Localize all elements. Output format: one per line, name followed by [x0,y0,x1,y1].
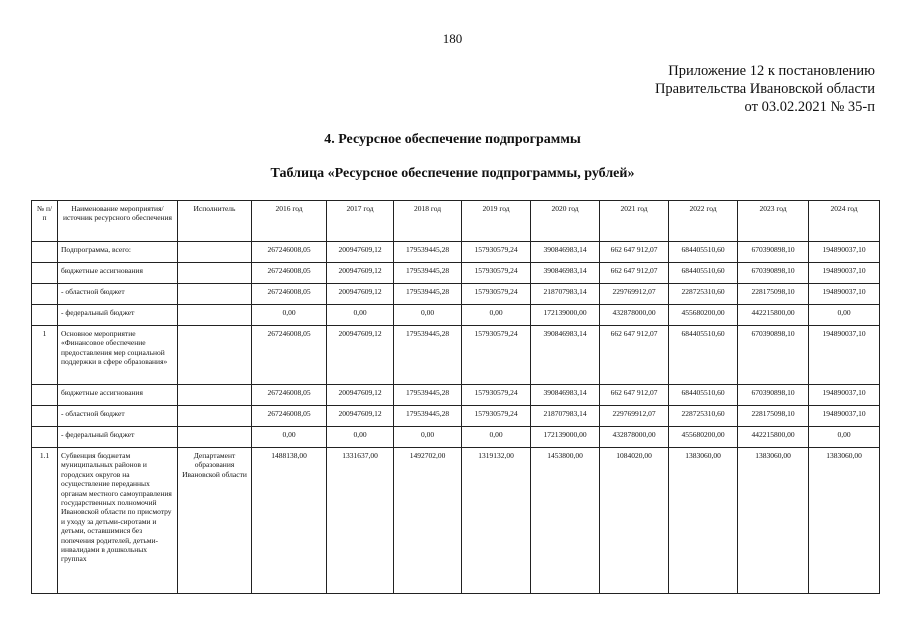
value-cell: 0,00 [462,305,531,326]
value-cell: 157930579,24 [462,263,531,284]
row-name-cell: - областной бюджет [58,284,178,305]
value-cell: 1084020,00 [600,448,669,594]
appendix-block [655,62,875,116]
section-title: 4. Ресурсное обеспечение подпрограммы [324,132,581,147]
value-cell: 267246008,05 [252,326,327,385]
table-row [32,242,880,263]
row-name-cell: Подпрограмма, всего: [58,242,178,263]
value-cell: 1319132,00 [462,448,531,594]
value-cell: 0,00 [252,305,327,326]
header-cell: 2020 год [531,201,600,242]
row-name-cell: Субвенция бюджетам муниципальных районов и городских округов на осуществление переданных органам местного самоуправления государственных полномочий Ивановской области по присмотру и уходу за детьми-сиротами и детьми, оставшимися без попечения родителей, детьми-инвалидами в дошкольных группах [58,448,178,594]
header-cell: 2024 год [809,201,880,242]
header-cell: 2023 год [738,201,809,242]
row-executor-cell [178,385,252,406]
value-cell: 684405510,60 [669,385,738,406]
value-cell: 267246008,05 [252,385,327,406]
value-cell: 662 647 912,07 [600,263,669,284]
row-number-cell: 1 [32,326,58,385]
row-number-cell [32,305,58,326]
value-cell: 390846983,14 [531,326,600,385]
value-cell: 228175098,10 [738,284,809,305]
value-cell: 0,00 [394,427,462,448]
value-cell: 442215800,00 [738,427,809,448]
value-cell: 455680200,00 [669,427,738,448]
row-executor-cell [178,427,252,448]
table-row [32,284,880,305]
value-cell: 179539445,28 [394,284,462,305]
appendix-line-1: Приложение 12 к постановлению [668,63,875,79]
value-cell: 1492702,00 [394,448,462,594]
value-cell: 172139000,00 [531,427,600,448]
value-cell: 179539445,28 [394,263,462,284]
value-cell: 0,00 [809,305,880,326]
value-cell: 670390898,10 [738,242,809,263]
value-cell: 179539445,28 [394,406,462,427]
value-cell: 1383060,00 [738,448,809,594]
value-cell: 684405510,60 [669,326,738,385]
row-number-cell [32,263,58,284]
value-cell: 200947609,12 [327,406,394,427]
table-row [32,305,880,326]
row-number-cell [32,284,58,305]
table-body [32,201,880,594]
value-cell: 194890037,10 [809,406,880,427]
value-cell: 179539445,28 [394,385,462,406]
value-cell: 1488138,00 [252,448,327,594]
value-cell: 1453800,00 [531,448,600,594]
page-number: 180 [442,31,463,46]
value-cell: 172139000,00 [531,305,600,326]
value-cell: 194890037,10 [809,326,880,385]
value-cell: 157930579,24 [462,242,531,263]
header-cell: 2016 год [252,201,327,242]
value-cell: 229769912,07 [600,284,669,305]
value-cell: 179539445,28 [394,242,462,263]
table-row [32,326,880,385]
header-cell: 2019 год [462,201,531,242]
table-title: Таблица «Ресурсное обеспечение подпрограммы, рублей» [270,166,635,181]
value-cell: 267246008,05 [252,406,327,427]
value-cell: 218707983,14 [531,406,600,427]
row-number-cell [32,427,58,448]
value-cell: 390846983,14 [531,263,600,284]
value-cell: 157930579,24 [462,385,531,406]
row-number-cell [32,242,58,263]
row-executor-cell [178,284,252,305]
header-cell: 2021 год [600,201,669,242]
value-cell: 200947609,12 [327,284,394,305]
row-executor-cell [178,305,252,326]
value-cell: 228725310,60 [669,406,738,427]
value-cell: 229769912,07 [600,406,669,427]
value-cell: 1383060,00 [669,448,738,594]
value-cell: 194890037,10 [809,385,880,406]
value-cell: 200947609,12 [327,385,394,406]
value-cell: 228725310,60 [669,284,738,305]
table-header-row [32,201,880,242]
value-cell: 194890037,10 [809,242,880,263]
table-row [32,263,880,284]
row-name-cell: - федеральный бюджет [58,305,178,326]
row-executor-cell [178,326,252,385]
value-cell: 1383060,00 [809,448,880,594]
value-cell: 267246008,05 [252,284,327,305]
value-cell: 0,00 [327,427,394,448]
value-cell: 267246008,05 [252,242,327,263]
row-number-cell [32,406,58,427]
value-cell: 455680200,00 [669,305,738,326]
row-name-cell: бюджетные ассигнования [58,263,178,284]
value-cell: 200947609,12 [327,263,394,284]
value-cell: 684405510,60 [669,263,738,284]
value-cell: 0,00 [462,427,531,448]
value-cell: 670390898,10 [738,326,809,385]
row-name-cell: - областной бюджет [58,406,178,427]
row-name-cell: Основное мероприятие «Финансовое обеспечение предоставления мер социальной поддержки в сфере образования» [58,326,178,385]
header-cell: 2018 год [394,201,462,242]
row-executor-cell [178,263,252,284]
value-cell: 390846983,14 [531,242,600,263]
header-cell: Наименование мероприятия/источник ресурсного обеспечения [58,201,178,242]
value-cell: 218707983,14 [531,284,600,305]
value-cell: 662 647 912,07 [600,326,669,385]
table-row [32,448,880,594]
value-cell: 390846983,14 [531,385,600,406]
value-cell: 200947609,12 [327,242,394,263]
value-cell: 157930579,24 [462,284,531,305]
row-executor-cell [178,406,252,427]
table-row [32,406,880,427]
row-number-cell: 1.1 [32,448,58,594]
row-name-cell: - федеральный бюджет [58,427,178,448]
row-number-cell [32,385,58,406]
value-cell: 228175098,10 [738,406,809,427]
value-cell: 200947609,12 [327,326,394,385]
header-cell: 2017 год [327,201,394,242]
value-cell: 0,00 [327,305,394,326]
value-cell: 267246008,05 [252,263,327,284]
value-cell: 157930579,24 [462,326,531,385]
value-cell: 662 647 912,07 [600,242,669,263]
value-cell: 442215800,00 [738,305,809,326]
value-cell: 0,00 [394,305,462,326]
value-cell: 0,00 [252,427,327,448]
value-cell: 0,00 [809,427,880,448]
value-cell: 670390898,10 [738,263,809,284]
value-cell: 432878000,00 [600,427,669,448]
header-cell: 2022 год [669,201,738,242]
row-name-cell: бюджетные ассигнования [58,385,178,406]
appendix-line-3: от 03.02.2021 № 35-п [744,99,875,115]
appendix-line-2: Правительства Ивановской области [654,81,875,97]
resource-table [31,200,880,594]
value-cell: 194890037,10 [809,263,880,284]
value-cell: 662 647 912,07 [600,385,669,406]
row-executor-cell: Департамент образования Ивановской области [178,448,252,594]
table-row [32,385,880,406]
value-cell: 670390898,10 [738,385,809,406]
value-cell: 157930579,24 [462,406,531,427]
row-executor-cell [178,242,252,263]
header-cell: № п/п [32,201,58,242]
value-cell: 194890037,10 [809,284,880,305]
value-cell: 684405510,60 [669,242,738,263]
table-row [32,427,880,448]
value-cell: 179539445,28 [394,326,462,385]
value-cell: 432878000,00 [600,305,669,326]
header-cell: Исполнитель [178,201,252,242]
value-cell: 1331637,00 [327,448,394,594]
